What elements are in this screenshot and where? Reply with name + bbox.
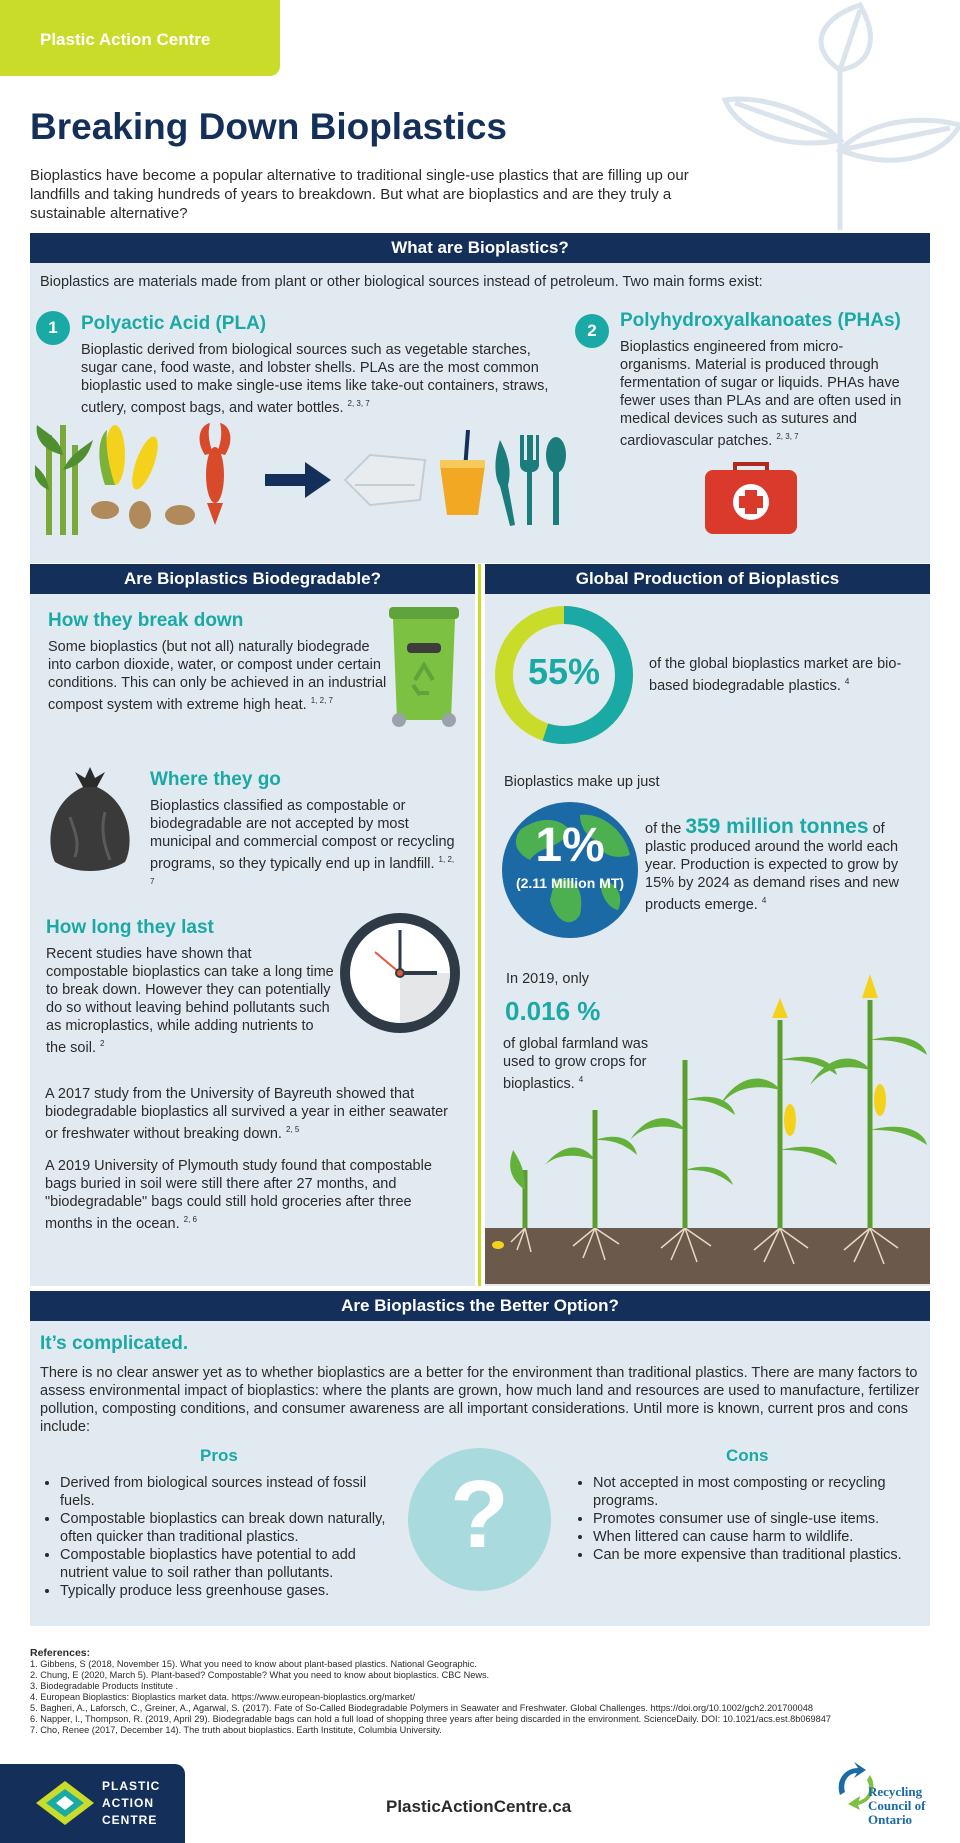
where-go-title: Where they go (150, 769, 281, 790)
rco-council: Council (868, 1798, 912, 1813)
better-option-text: There is no clear answer yet as to whether bioplastics are a better for the environment than traditional plastics. There are many factors to assess environmental impact of bioplastics: where the plants are grown, how much land and resources are used to manufacture, fertilizer pollution, composting conditions, and consumer awareness are all important considerations. Until more is known, current pros and cons include: (40, 1365, 920, 1435)
study-plymouth (45, 1157, 455, 1233)
pha-refs: 2, 3, 7 (776, 432, 799, 441)
globe-refs: 4 (761, 896, 767, 905)
brand-tab (0, 0, 280, 76)
first-aid-kit-icon (705, 462, 797, 534)
takeout-container-icon (345, 455, 425, 505)
how-long-body: Recent studies have shown that compostable bioplastics can take a long time to break down. However they can potentially do so without leaving behind pollutants such as microplastics, while adding nutrients to the soil. (46, 946, 334, 1056)
logo-line-1: PLASTIC (102, 1779, 161, 1793)
donut-value-label: 55% (527, 651, 601, 692)
pro-item: • Compostable bioplastics can break down naturally, often quicker than traditional plastics. (60, 1510, 397, 1546)
study-plymouth-refs: 2, 6 (183, 1215, 197, 1224)
donut-refs: 4 (844, 677, 850, 686)
how-long-text (46, 945, 336, 1057)
section-what-lead: Bioplastics are materials made from plant or other biological sources instead of petroleum. Two main forms exist: (40, 274, 763, 290)
cons-title: Cons (726, 1446, 769, 1465)
break-down-title: How they break down (48, 610, 244, 631)
makeup-lead: Bioplastics make up just (504, 774, 660, 790)
reference-item: 3. Biodegradable Products Institute . (30, 1681, 179, 1691)
con-item: • Not accepted in most composting or recycling programs. (593, 1474, 925, 1510)
globe-text-post: of plastic produced around the world each year. Production is expected to grow by 15% by 2024 as demand rises and new products emerge. (645, 821, 899, 913)
item-number-2: 2 (575, 314, 609, 348)
reference-item: 7. Cho, Renee (2017, December 14). The truth about bioplastics. Earth Institute, Columbia University. (30, 1725, 442, 1735)
con-item: • When littered can cause harm to wildlife. (593, 1528, 925, 1546)
pro-item: • Derived from biological sources instead of fossil fuels. (60, 1474, 397, 1510)
globe-highlight: 359 million tonnes (685, 815, 869, 838)
section-biodegradable-heading: Are Bioplastics Biodegradable? (30, 564, 475, 594)
con-item: • Can be more expensive than traditional plastics. (593, 1546, 925, 1564)
where-go-refs: 1, 2, 7 (150, 855, 455, 886)
corn-icon (99, 425, 163, 492)
rco-of: of (914, 1798, 926, 1813)
logo-line-2: ACTION (102, 1796, 154, 1810)
globe-description (645, 815, 920, 914)
plastic-action-centre-logo (0, 1764, 185, 1843)
section-better-heading: Are Bioplastics the Better Option? (30, 1291, 930, 1321)
lobster-icon (200, 423, 231, 525)
logo-line-3: CENTRE (102, 1813, 158, 1827)
single-use-items-icon (340, 430, 570, 530)
corn-field-illustration (485, 960, 930, 1284)
sugarcane-icon (35, 415, 245, 535)
page-title: Breaking Down Bioplastics (30, 106, 507, 147)
pha-title: Polyhydroxyalkanoates (PHAs) (620, 310, 901, 331)
reference-item: 5. Bagheri, A., Laforsch, C., Greiner, A., Agarwal, S. (2017). Fate of So-Called Biodegradable Polymers in Seawater and Freshwater. Global Challenges. https://doi.org/10.1002/gch2.201700048 (30, 1703, 813, 1713)
where-go-text (150, 797, 460, 895)
farm-refs: 4 (578, 1075, 584, 1084)
break-down-body: Some bioplastics (but not all) naturally biodegrade into carbon dioxide, water, or compost under certain conditions. This can only be achieved in an industrial compost system with extreme high heat. (48, 639, 387, 713)
reference-item: 4. European Bioplastics: Bioplastics market data. https://www.european-bioplastics.org/market/ (30, 1692, 416, 1702)
study-bayreuth (45, 1085, 455, 1143)
pros-list (42, 1474, 397, 1600)
question-mark: ? (450, 1461, 509, 1568)
globe-text-pre: of the (645, 821, 682, 837)
rco-line-2 (868, 1799, 925, 1813)
pro-item: • Typically produce less greenhouse gases. (60, 1582, 397, 1600)
where-go-body: Bioplastics classified as compostable or biodegradable are not accepted by most municipal and commercial compost or recycling programs, so they typically end up in landfill. (150, 798, 455, 872)
cutlery-icon (495, 435, 566, 526)
donut-text: of the global bioplastics market are bio-based biodegradable plastics. (649, 656, 902, 694)
donut-description (649, 655, 909, 695)
pla-refs: 2, 3, 7 (347, 399, 370, 408)
green-bin-icon (385, 605, 463, 730)
potato-icon (91, 501, 195, 529)
reference-item: 2. Chung, E (2020, March 5). Plant-based? Compostable? What you need to know about bioplastics. CBC News. (30, 1670, 490, 1680)
complicated-subheading: It’s complicated. (40, 1333, 189, 1354)
section-what-heading: What are Bioplastics? (30, 233, 930, 263)
reference-item: 6. Napper, I., Thompson, R. (2019, April 29). Biodegradable bags can hold a full load of shopping three years after being discarded in the environment. ScienceDaily. DOI: 10.1021/acs.est.8b069847 (30, 1714, 831, 1724)
clock-icon (337, 910, 463, 1036)
pla-title: Polyactic Acid (PLA) (81, 313, 267, 334)
reference-item: 1. Gibbens, S (2018, November 15). What you need to know about plant-based plastics. National Geographic. (30, 1659, 477, 1669)
arrow-right-icon (265, 460, 331, 500)
references (30, 1648, 950, 1736)
break-down-text (48, 638, 388, 714)
intro-paragraph: Bioplastics have become a popular alternative to traditional single-use plastics that are filling up our landfills and taking hundreds of years to breakdown. But what are bioplastics and are they truly a sustainable alternative? (30, 167, 689, 222)
rco-line-1: Recycling (868, 1784, 923, 1799)
item-number-1: 1 (36, 311, 70, 345)
pla-text: Bioplastic derived from biological sources such as vegetable starches, sugar cane, food waste, and lobster shells. PLAs are the most common bioplastic used to make single-use items like take-out containers, straws, cutlery, compost bags, and water bottles. (81, 342, 549, 416)
recycling-council-logo (830, 1760, 950, 1840)
website-link[interactable]: PlasticActionCentre.ca (386, 1797, 572, 1816)
garbage-bag-icon (45, 762, 135, 872)
pro-item: • Compostable bioplastics have potential to add nutrient value to soil rather than pollutants. (60, 1546, 397, 1582)
references-heading: References: (30, 1647, 91, 1659)
break-down-refs: 1, 2, 7 (310, 696, 333, 705)
brand-label: Plastic Action Centre (40, 30, 211, 49)
pha-description (620, 338, 910, 450)
pros-title: Pros (200, 1446, 238, 1465)
pha-text: Bioplastics engineered from micro-organisms. Material is produced through fermentation of sugar or liquids. PHAs have fewer uses than PLAs and are often used in medical devices such as sutures and cardiovascular patches. (620, 339, 902, 449)
leaf-decoration-icon (720, 0, 960, 230)
pac-logo-mark-icon (36, 1781, 94, 1825)
section-production-heading: Global Production of Bioplastics (485, 564, 930, 594)
study-bayreuth-refs: 2, 5 (286, 1125, 300, 1134)
column-divider (478, 564, 481, 1286)
rco-line-4: Ontario (868, 1812, 913, 1827)
con-item: • Promotes consumer use of single-use items. (593, 1510, 925, 1528)
globe-subvalue: (2.11 Million MT) (515, 875, 625, 891)
farm-text: of global farmland was used to grow crops for bioplastics. (503, 1036, 649, 1092)
how-long-title: How long they last (46, 917, 214, 938)
farm-lead: In 2019, only (506, 971, 590, 987)
pla-description (81, 341, 561, 417)
farm-value: 0.016 % (505, 996, 601, 1026)
study-plymouth-text: A 2019 University of Plymouth study found that compostable bags buried in soil were still there after 27 months, and "biodegradable" bags could still hold groceries after three months in the ocean. (45, 1158, 432, 1232)
cons-list (575, 1474, 925, 1564)
cup-straw-icon (440, 430, 485, 515)
study-bayreuth-text: A 2017 study from the University of Bayreuth showed that biodegradable bioplastics all survived a year in either seawater or freshwater without breaking down. (45, 1086, 449, 1142)
globe-percent: 1% (535, 819, 605, 872)
how-long-refs: 2 (100, 1039, 105, 1048)
